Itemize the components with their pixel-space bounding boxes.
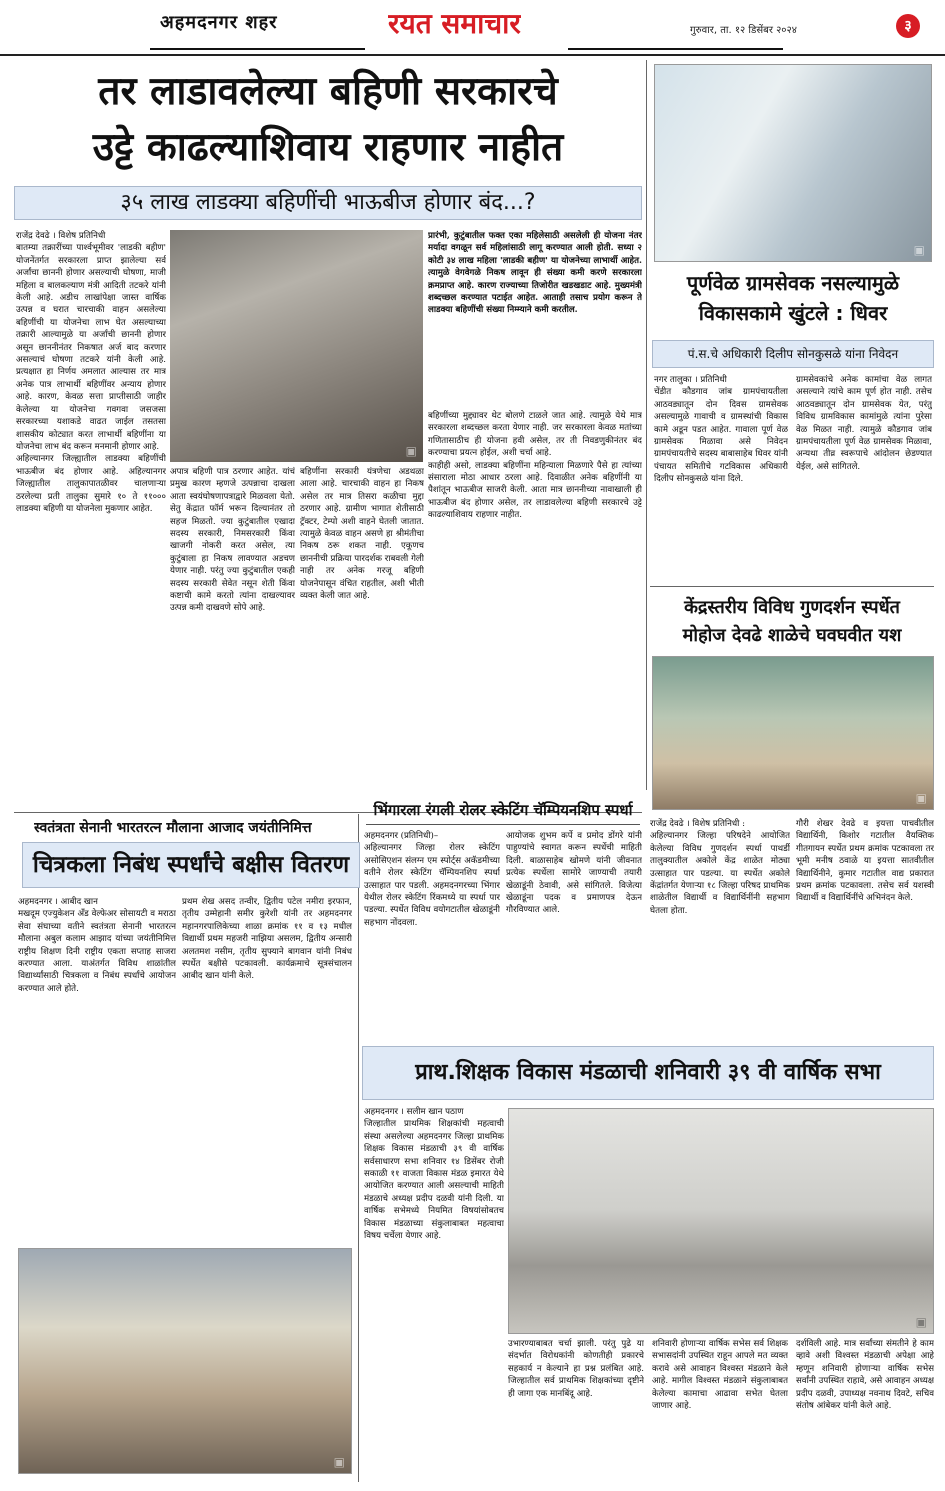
roller-story-column-1: अहमदनगर (प्रतिनिधी)– अहिल्यानगर जिल्हा रोलर स्केटिंग असोसिएशन संलग्न एम स्पोर्ट्स अकॅडमीच्या वतीने रोलर स्केटिंग चॅम्पियनशिप स्पर्धा उत्साहात पार पडली. अहमदनगरच्या भिंगार येथील रोलर स्केटिंग रिंकमध्ये या स्पर्धा पार पडल्या. स्पर्धेत विविध वयोगटातील खेळाडूंनी सहभाग नोंदवला. [364, 831, 500, 928]
lead-story-lede: प्रारंभी, कुटुंबातील फक्त एका महिलेसाठी असलेली ही योजना नंतर मर्यादा वगळून सर्व महिलांसाठी लागू करण्यात आली होती. सध्या २ कोटी ३४ लाख महिला 'लाडकी बहीण' या योजनेच्या लाभार्थी आहेत. त्यामुळे वेगवेगळे निकष लावून ही संख्या कमी करणे सरकारला क्रमप्राप्त आहे. कारण राज्याच्या तिजोरीत खडखडाट आहे. मुख्यमंत्री शब्दच्छल करण्यात पटाईत आहेत. आताही तसाच प्रयोग करून ते लाडक्या बहिणींची संख्या निम्म्याने कमी करतील. [428, 231, 642, 316]
chitra-story-column-2: प्रथम शेख असद तन्वीर, द्वितीय पटेल नमीरा इरफान, तृतीय उम्मेहानी समीर कुरेशी यांनी तर अहमदनगर महानगरपालिकेच्या शाळा क्रमांक ११ व १३ मधील विद्यार्थी प्रथम महजरी नाझिया असलम, द्वितीय अन्सारी अलतमश नसीम, तृतीय सुफ्याने बागवान यांनी निबंध स्पर्धेत बक्षीसे पटकावली. कार्यक्रमाचे सूत्रसंचालन आबीद खान यांनी केले. [182, 897, 352, 982]
lead-story-photo [170, 230, 423, 462]
image-icon: ▣ [915, 1315, 927, 1329]
shala-story-column-2: गौरी शेखर देवढे व इयत्ता पाचवीतील विद्यार्थिनी, किशोर गटातील वैयक्तिक गीतगायन स्पर्धेत प्रथम क्रमांक पटकावला तर भूमी मनीष ठवाळे या इयत्ता सातवीतील विद्यार्थिनीने, कुमार गटातील वाद्य प्रकारात प्रथम क्रमांक पटकावला. तसेच सर्व यशस्वी विद्यार्थी व विद्यार्थिनींचे अभिनंदन केले. [796, 819, 934, 904]
issue-date: गुरुवार, ता. १२ डिसेंबर २०२४ [690, 25, 797, 36]
lead-story-column-1: राजेंद्र देवढे । विशेष प्रतिनिधी बातम्या तक्रारींच्या पार्श्वभूमीवर 'लाडकी बहीण' योजनेंतर्गत सरकारला प्राप्त झालेल्या सर्व अर्जांचा छाननी होणार असल्याची घोषणा, माजी महिला व बालकल्याण मंत्री आदिती तटकरे यांनी केली आहे. अडीच लाखांपेक्षा जास्त वार्षिक उत्पन्न व घरात चारचाकी वाहन असलेल्या बहिणींची या योजनेचा लाभ घेत असल्याच्या तक्रारी आल्यामुळे या अर्जांची छाननी होणार असून छाननीनंतर निकषात अर्ज बाद करणार असल्याचं घोषणा तटकरे यांनी केली आहे. प्रत्यक्षात हा निर्णय अमलात आल्यास तर मात्र अनेक पात्र लाभार्थी बहिणींवर अन्याय होणार आहे. कारण, केवळ सत्ता प्राप्तीसाठी जाहीर केलेल्या या योजनेचा गवगवा जसजसा सरकारच्या यशाकडे वाढत जाईल तसतसा शासकीय कोट्यात करत लाभार्थी बहिणींना या योजनेचा लाभ बंद करून मनमानी होणार आहे. अहिल्यानगर जिल्ह्यातील लाडक्या बहिणींची भाऊबीज बंद होणार आहे. अहिल्यानगर जिल्ह्यातील तालुकापातळीवर चालणाऱ्या ठरलेल्या प्रती तालुका सुमारे १० ते ११००० लाडक्या बहिणी या योजनेला मुकणार आहेत. [16, 231, 166, 514]
chitra-story-kicker: स्वतंत्रता सेनानी भारतरत्न मौलाना आजाद जयंतीनिमित्त [34, 820, 312, 836]
column-divider [358, 814, 359, 1482]
chitra-story-photo [18, 1248, 352, 1474]
masthead-rule-right [568, 48, 783, 50]
sabha-story-headline: प्राथ.शिक्षक विकास मंडळाची शनिवारी ३९ वी वार्षिक सभा [362, 1046, 934, 1100]
roller-story-headline: भिंगारला रंगली रोलर स्केटिंग चॅम्पियनशिप स्पर्धा [366, 796, 640, 825]
lead-subheadline: ३५ लाख लाडक्या बहिणींची भाऊबीज होणार बंद...? [14, 186, 642, 220]
gram-story-column-2: ग्रामसेवकांचे अनेक कामांचा वेळ लागत असल्याने त्यांचे काम पूर्ण होत नाही. तसेच आठवड्यातून दोन ग्रामसेवक येत, परंतु विविध ग्रामविकास कामांमुळे त्यांना पुरेसा वेळ मिळत नाही. त्यामुळे कौडगाव जांब ग्रामपंचायतीला पूर्ण वेळ ग्रामसेवक मिळावा, अन्यथा तीव्र स्वरूपाचे आंदोलन छेडण्यात येईल, असे सांगितले. [796, 375, 932, 472]
shala-story-photo [652, 656, 934, 810]
lead-story-column-2: अपात्र बहिणी पात्र ठरणार आहेत. यांचं प्रमुख कारण म्हणजे उत्पन्नाचा दाखला आता स्वयंघोषणापत्राद्वारे मिळवला येतो. सेतु केंद्रात फॉर्म भरून दिल्यानंतर तो सहज मिळतो. ज्या कुटुंबातील एखादा सदस्य सरकारी, निमसरकारी किंवा खाजगी नोकरी करत असेल, त्या कुटुंबाला हा निकष लावण्यात अडचण येणार नाही. परंतु ज्या कुटुंबातील एकही सदस्य सरकारी सेवेत नसून शेती किंवा कष्टाची कामे करतो त्यांना दाखल्यावर उत्पन्न कमी दाखवणे सोपे आहे. [170, 467, 295, 614]
story-divider [650, 586, 934, 587]
image-icon: ▣ [333, 1455, 345, 1469]
roller-story-column-2: आयोजक शुभम कर्पे व प्रमोद डोंगरे यांनी पाहुण्यांचे स्वागत करून स्पर्धेची माहिती दिली. बाळासाहेब खोमणे यांनी जीवनात प्रत्येक स्पर्धेला सामोरे जाण्याची तयारी खेळाडूंनी ठेवावी, असे सांगितले. विजेत्या खेळाडूंना पदक व प्रमाणपत्र देऊन गौरविण्यात आले. [506, 831, 642, 916]
newspaper-name: रयत समाचार [388, 7, 521, 40]
gram-story-column-1: नगर तालुका । प्रतिनिधी चेंडीत कौडगाव जांब ग्रामपंचायतीला आठवड्यातून दोन दिवस ग्रामसेवक असल्यामुळे गावाची व ग्रामस्थांची विकास कामे अडून पडत आहेत. गावाला पूर्ण वेळ ग्रामसेवक मिळावा असे निवेदन ग्रामपंचायतीचे सदस्य बाबासाहेब धिवर यांनी पंचायत समितीचे गटविकास अधिकारी दिलीप सोनकुसळे यांना दिले. [654, 375, 788, 485]
lead-story-column-4: बहिणींच्या मुद्द्यावर थेट बोलणे टाळले जात आहे. त्यामुळे येथे मात्र सरकारला शब्दच्छल करता येणार नाही. जर सरकारला केवळ मतांच्या गणितासाठीच ही योजना हवी असेल, तर ती निवडणुकीनंतर बंद करण्याचा प्रयत्न होईल, अशी चर्चा आहे. काहीही असो, लाडक्या बहिणींना महिन्याला मिळणारे पैसे हा त्यांच्या संसाराला मोठा आधार ठरला आहे. दिवाळीत अनेक बहिणींनी या पैशांतून भाऊबीज साजरी केली. आता मात्र छाननीच्या नावाखाली ही भाऊबीज बंद होणार असेल, तर लाडावलेल्या बहिणी सरकारचे उट्टे काढल्याशिवाय राहणार नाहीत. [428, 411, 642, 521]
lead-headline: तर लाडावलेल्या बहिणी सरकारचे उट्टे काढल्याशिवाय राहणार नाहीत [92, 69, 564, 170]
sabha-story-column-1: अहमदनगर । सलीम खान पठाण जिल्हातील प्राथमिक शिक्षकांची महत्वाची संस्था असलेल्या अहमदनगर जिल्हा प्राथमिक शिक्षक विकास मंडळाची ३९ वी वार्षिक सर्वसाधारण सभा शनिवार १४ डिसेंबर रोजी सकाळी ११ वाजता विकास मंडळ इमारत येथे आयोजित करण्यात आली असल्याची माहिती मंडळाचे अध्यक्ष प्रदीप दळवी यांनी दिली. या वार्षिक सभेमध्ये नियमित विषयांसोबतच विकास मंडळाच्या संकुलाबाबत महत्वाचा विषय चर्चेला येणार आहे. [364, 1107, 504, 1242]
sabha-story-photo [508, 1108, 934, 1334]
column-divider [646, 60, 647, 790]
image-icon: ▣ [913, 243, 925, 257]
sabha-story-column-3: शनिवारी होणाऱ्या वार्षिक सभेस सर्व शिक्षक सभासदांनी उपस्थित राहून आपले मत व्यक्त करावे असे आवाहन विश्वस्त मंडळाने केले आहे. मागील विश्वस्त मंडळाने संकुलाबाबत केलेल्या कामाचा आढावा सभेत घेतला जाणार आहे. [652, 1339, 788, 1412]
page-number-badge: ३ [896, 14, 920, 38]
shala-story-headline: केंद्रस्तरीय विविध गुणदर्शन स्पर्धेत मोहोज देवढे शाळेचे घवघवीत यश [682, 597, 902, 646]
chitra-story-headline: चित्रकला निबंध स्पर्धांचे बक्षीस वितरण [22, 842, 360, 888]
chitra-story-column-1: अहमदनगर । आबीद खान मखदूम एज्युकेशन अँड वेल्फेअर सोसायटी व मराठा सेवा संघाच्या वतीने स्वतंत्रता सेनानी भारतरत्न मौलाना अबुल कलाम आझाद यांच्या जयंतीनिमित्त राष्ट्रीय शिक्षण दिनी राष्ट्रीय एकता सप्ताह साजरा करण्यात आला. याअंतर्गत विविध शाळांतील विद्यार्थ्यांसाठी चित्रकला व निबंध स्पर्धांचे आयोजन करण्यात आले होते. [18, 897, 176, 994]
masthead-rule-left [150, 48, 365, 50]
shala-story-column-1: राजेंद्र देवढे । विशेष प्रतिनिधी : अहिल्यानगर जिल्हा परिषदेने आयोजित केलेल्या विविध गुणदर्शन स्पर्धा पाथर्डी तालुक्यातील अकोले केंद्र शाळेत मोठ्या उत्साहात पार पडल्या. या स्पर्धेत अकोले केंद्रांतर्गत येणाऱ्या १८ जिल्हा परिषद प्राथमिक शाळेतील विद्यार्थी व विद्यार्थिनींनी सहभाग घेतला होता. [650, 819, 790, 916]
image-icon: ▣ [915, 791, 927, 805]
sabha-story-column-4: दर्शविली आहे. मात्र सर्वांच्या संमतीने हे काम व्हावे अशी विश्वस्त मंडळाची अपेक्षा आहे म्हणून शनिवारी होणाऱ्या वार्षिक सभेस सर्वांनी उपस्थित राहावे, असे आवाहन अध्यक्ष प्रदीप दळवी, उपाध्यक्ष नवनाथ दिवटे, सचिव संतोष आंबेकर यांनी केले आहे. [796, 1339, 934, 1412]
gram-story-headline: पूर्णवेळ ग्रामसेवक नसल्यामुळे विकासकामे खुंटले : धिवर [686, 271, 900, 325]
image-icon: ▣ [405, 444, 417, 458]
section-name: अहमदनगर शहर [160, 12, 278, 33]
lead-story-column-3: बहिणींना सरकारी यंत्रणेचा अडथळा आला आहे. चारचाकी वाहन हा निकष असेल तर मात्र तिसरा कळीचा मुद्दा ठरणार आहे. ग्रामीण भागात शेतीसाठी ट्रॅक्टर, टेम्पो अशी वाहने घेतली जातात. त्यामुळे केवळ वाहन असणे हा श्रीमंतीचा निकष ठरू शकत नाही. एकूणच छाननीची प्रक्रिया पारदर्शक राबवली गेली नाही तर अनेक गरजू बहिणी योजनेपासून वंचित राहतील, अशी भीती व्यक्त केली जात आहे. [300, 467, 424, 602]
gram-story-photo [654, 64, 932, 262]
gram-story-subheadline: पं.स.चे अधिकारी दिलीप सोनकुसळे यांना निवेदन [652, 340, 934, 368]
sabha-story-column-2: उभारण्याबाबत चर्चा झाली. परंतु पुढे या संदर्भात विरोधकांनी कोणतीही प्रकारचे सहकार्य न केल्याने हा प्रश्न प्रलंबित आहे. जिल्हातील सर्व प्राथमिक शिक्षकांच्या दृष्टीने ही जागा एक मानबिंदू आहे. [508, 1339, 644, 1399]
